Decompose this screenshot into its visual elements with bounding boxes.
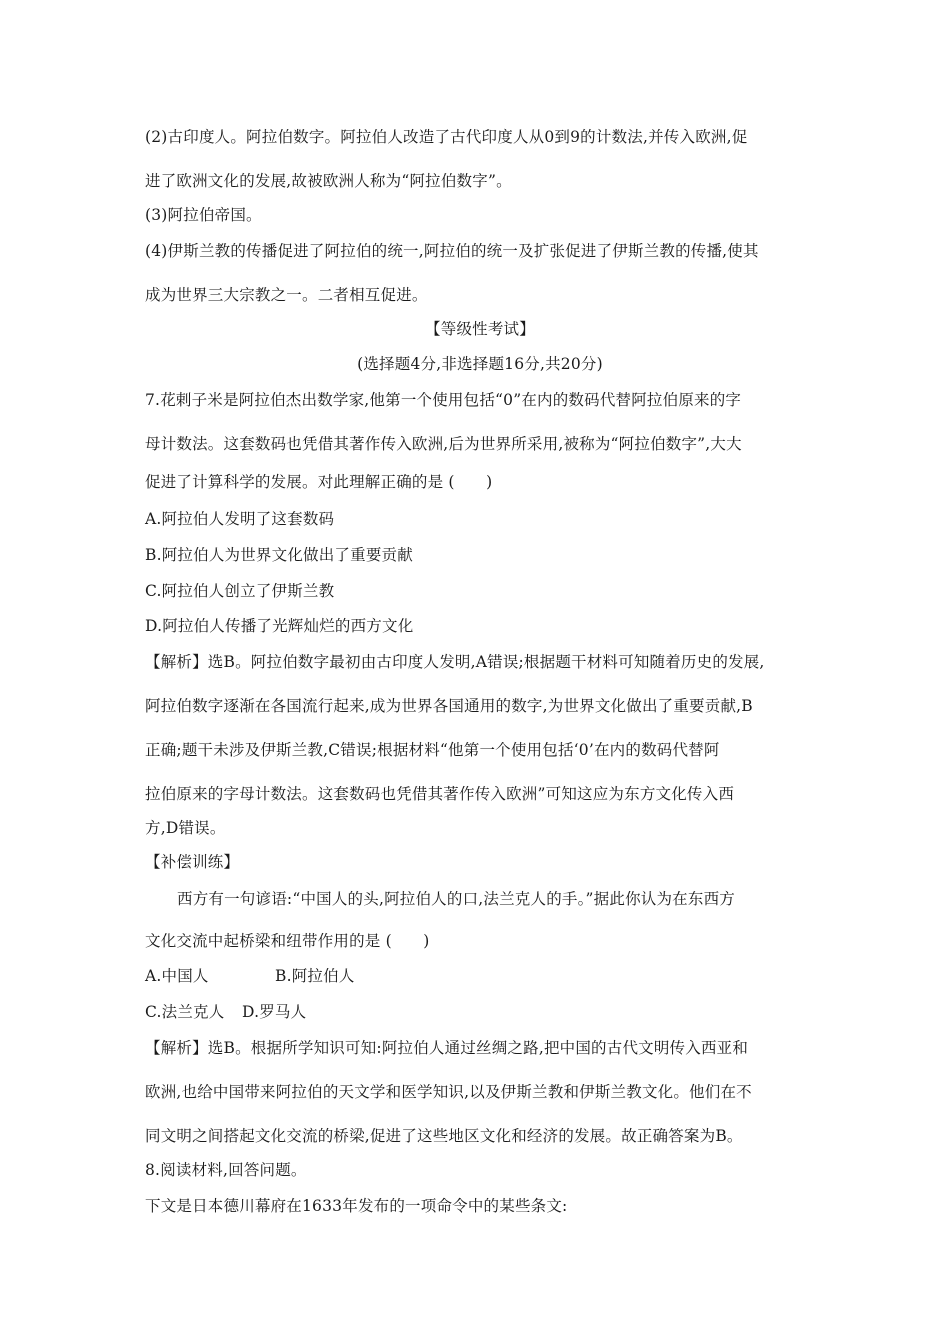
question-7-line-2: 母计数法。这套数码也凭借其著作传入欧洲,后为世界所采用,被称为“阿拉伯数字”,大大: [145, 435, 742, 453]
question-7-line-1: 7.花剌子米是阿拉伯杰出数学家,他第一个使用包括“0”在内的数码代替阿拉伯原来的字: [145, 391, 742, 409]
question-7-option-d: D.阿拉伯人传播了光辉灿烂的西方文化: [145, 617, 414, 635]
question-8-line-2: 下文是日本德川幕府在1633年发布的一项命令中的某些条文:: [145, 1197, 568, 1215]
question-7-option-b: B.阿拉伯人为世界文化做出了重要贡献: [145, 546, 413, 564]
section-score-note: (选择题4分,非选择题16分,共20分): [357, 355, 603, 373]
supplement-analysis-line-2: 欧洲,也给中国带来阿拉伯的天文学和医学知识,以及伊斯兰教和伊斯兰教文化。他们在不: [145, 1083, 752, 1101]
question-7-analysis-line-2: 阿拉伯数字逐渐在各国流行起来,成为世界各国通用的数字,为世界文化做出了重要贡献,B: [145, 697, 753, 715]
supplement-heading: 【补偿训练】: [145, 853, 240, 871]
supplement-option-b: B.阿拉伯人: [275, 967, 355, 985]
question-8-line-1: 8.阅读材料,回答问题。: [145, 1161, 307, 1179]
supplement-option-c: C.法兰克人: [145, 1003, 225, 1021]
question-7-analysis-line-1: 【解析】选B。阿拉伯数字最初由古印度人发明,A错误;根据题干材料可知随着历史的发展,: [145, 653, 765, 671]
supplement-analysis-line-1: 【解析】选B。根据所学知识可知:阿拉伯人通过丝绸之路,把中国的古代文明传入西亚和: [145, 1039, 749, 1057]
question-7-line-3: 促进了计算科学的发展。对此理解正确的是 ( ): [145, 473, 493, 491]
question-7-analysis-line-4: 拉伯原来的字母计数法。这套数码也凭借其著作传入欧洲”可知这应为东方文化传入西: [145, 785, 735, 803]
section-heading: 【等级性考试】: [425, 320, 535, 338]
answer-4-line-2: 成为世界三大宗教之一。二者相互促进。: [145, 286, 428, 304]
supplement-options-row-1: [145, 965, 815, 987]
supplement-option-d: D.罗马人: [242, 1003, 307, 1021]
question-7-option-c: C.阿拉伯人创立了伊斯兰教: [145, 582, 335, 600]
supplement-analysis-line-3: 同文明之间搭起文化交流的桥梁,促进了这些地区文化和经济的发展。故正确答案为B。: [145, 1127, 743, 1145]
question-7-option-a: A.阿拉伯人发明了这套数码: [145, 510, 335, 528]
answer-2-line-1: (2)古印度人。阿拉伯数字。阿拉伯人改造了古代印度人从0到9的计数法,并传入欧洲,促: [145, 128, 748, 146]
supplement-question-line-2: 文化交流中起桥梁和纽带作用的是 ( ): [145, 932, 430, 950]
answer-2-line-2: 进了欧洲文化的发展,故被欧洲人称为“阿拉伯数字”。: [145, 172, 512, 190]
question-7-analysis-line-5: 方,D错误。: [145, 819, 226, 837]
supplement-option-a: A.中国人: [145, 967, 209, 985]
answer-3: (3)阿拉伯帝国。: [145, 206, 262, 224]
answer-4-line-1: (4)伊斯兰教的传播促进了阿拉伯的统一,阿拉伯的统一及扩张促进了伊斯兰教的传播,使其: [145, 242, 759, 260]
question-7-analysis-line-3: 正确;题干未涉及伊斯兰教,C错误;根据材料“他第一个使用包括‘0’在内的数码代替阿: [145, 741, 720, 759]
supplement-question-line-1: 西方有一句谚语:“中国人的头,阿拉伯人的口,法兰克人的手。”据此你认为在东西方: [177, 890, 735, 908]
supplement-options-row-2: [145, 1001, 815, 1023]
